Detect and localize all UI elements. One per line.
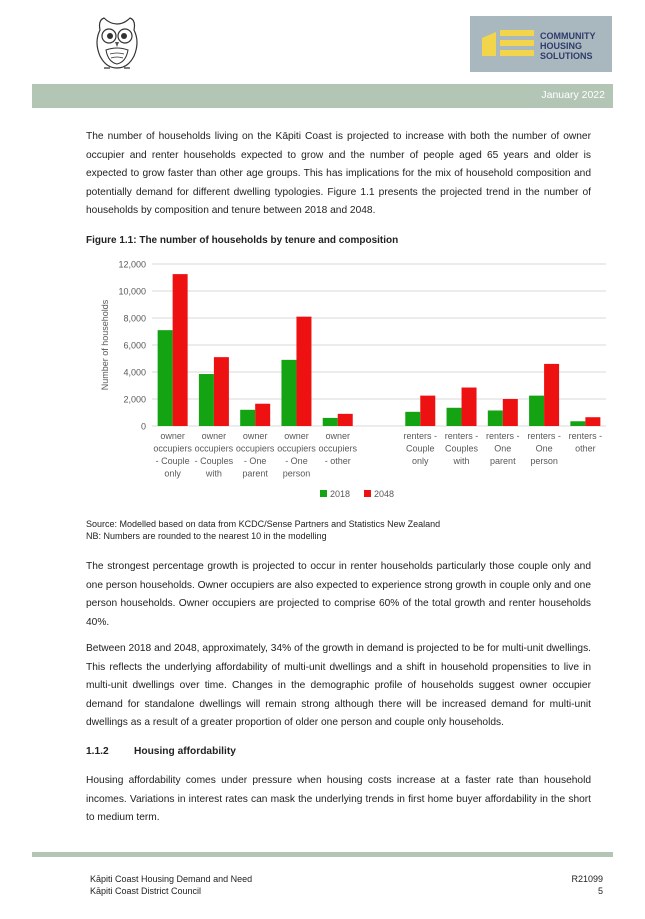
section-heading bbox=[86, 746, 236, 757]
intro-paragraph: The number of households living on the Kāpiti Coast is projected to increase with both the number of owner occupier and renter households expected to grow and the number of people aged 65 years and older is expected to grow faster than other age groups. This has implications for the mix of household composition and potentially demand for different dwelling typologies. Figure 1.1 presents the projected trend in the number of households by composition and tenure between 2018 and 2048. bbox=[86, 131, 591, 216]
y-axis-label: Number of households bbox=[100, 299, 110, 391]
footer-page: 5 bbox=[597, 886, 603, 896]
x-tick-label: renters - bbox=[486, 431, 520, 441]
legend-swatch-2018 bbox=[320, 490, 327, 497]
x-tick-label: occupiers bbox=[277, 443, 316, 454]
x-tick-label: occupiers bbox=[194, 443, 234, 454]
bar-chart bbox=[86, 254, 616, 514]
bar-2048 bbox=[585, 417, 600, 426]
bar-2048 bbox=[296, 317, 311, 426]
bar-2018 bbox=[323, 418, 338, 426]
x-tick-label: occupiers bbox=[153, 443, 192, 454]
x-tick-label: person bbox=[282, 468, 311, 479]
y-tick-label: 8,000 bbox=[123, 313, 146, 324]
bar-2018 bbox=[570, 421, 585, 426]
x-tick-label: renters - bbox=[403, 431, 438, 441]
bar-2018 bbox=[488, 410, 503, 426]
y-tick-label: 12,000 bbox=[118, 259, 146, 270]
logo-word-2: HOUSING bbox=[540, 41, 583, 51]
x-tick-label: owner bbox=[242, 431, 268, 441]
legend-label: 2018 bbox=[330, 489, 351, 499]
x-tick-label: only bbox=[412, 456, 429, 466]
footer-ref: R21099 bbox=[571, 874, 603, 884]
y-tick-label: 4,000 bbox=[123, 367, 146, 378]
x-tick-label: only bbox=[164, 468, 181, 479]
logo-word-3: SOLUTIONS bbox=[540, 51, 593, 61]
bar-2048 bbox=[544, 364, 559, 426]
bar-2018 bbox=[447, 408, 462, 426]
source-note: Source: Modelled based on data from KCDC/Sense Partners and Statistics New Zealand bbox=[86, 519, 441, 529]
bar-2018 bbox=[529, 396, 544, 426]
bar-2048 bbox=[173, 274, 188, 426]
legend-label: 2048 bbox=[374, 489, 395, 499]
x-tick-label: - One bbox=[243, 456, 267, 466]
header-date: January 2022 bbox=[541, 89, 605, 101]
x-tick-label: owner bbox=[201, 431, 227, 441]
y-tick-label: 0 bbox=[140, 421, 146, 432]
bar-2048 bbox=[255, 404, 270, 426]
x-tick-label: occupiers bbox=[235, 443, 275, 454]
x-tick-label: - other bbox=[324, 456, 351, 466]
legend-swatch-2048 bbox=[364, 490, 371, 497]
x-tick-label: owner bbox=[284, 431, 309, 441]
figure-title: Figure 1.1: The number of households by tenure and composition bbox=[86, 235, 399, 246]
x-tick-label: owner bbox=[325, 431, 350, 441]
section-number: 1.1.2 bbox=[86, 746, 109, 757]
bar-2048 bbox=[503, 399, 518, 426]
x-tick-label: other bbox=[575, 443, 596, 454]
x-tick-label: - One bbox=[285, 456, 308, 466]
y-tick-label: 6,000 bbox=[123, 340, 146, 351]
y-tick-label: 10,000 bbox=[118, 286, 146, 297]
x-tick-label: One bbox=[535, 443, 553, 454]
bar-2018 bbox=[158, 330, 173, 426]
bar-2048 bbox=[338, 414, 353, 426]
bar-2018 bbox=[240, 410, 255, 426]
owl-logo bbox=[92, 16, 142, 72]
x-tick-label: with bbox=[453, 456, 470, 466]
x-tick-label: renters - bbox=[527, 431, 561, 441]
bar-2018 bbox=[405, 412, 420, 426]
x-tick-label: renters - bbox=[568, 431, 603, 441]
bar-2018 bbox=[199, 374, 214, 426]
bar-2048 bbox=[214, 357, 229, 426]
footer-council: Kāpiti Coast District Council bbox=[90, 886, 202, 896]
community-housing-solutions-logo bbox=[470, 16, 612, 72]
bar-2018 bbox=[281, 360, 296, 426]
x-tick-label: - Couple bbox=[155, 456, 190, 466]
footer-rule bbox=[32, 852, 613, 857]
paragraph-growth: The strongest percentage growth is projected to occur in renter households particularly those couple only and one person households. Owner occupiers are also expected to experience strong growth in couple only and one person households. Owner occupiers are projected to comprise 60% of the total growth and renter households 40%. bbox=[86, 561, 591, 628]
y-tick-label: 2,000 bbox=[123, 394, 146, 405]
bar-2048 bbox=[420, 396, 435, 426]
x-tick-label: renters - bbox=[444, 431, 479, 441]
paragraph-affordability: Housing affordability comes under pressure when housing costs increase at a faster rate than household incomes. Variations in interest rates can mask the underlying trends in first home buyer affordability in the short to medium term. bbox=[86, 775, 591, 823]
x-tick-label: Couple bbox=[406, 443, 435, 454]
x-tick-label: person bbox=[530, 456, 558, 466]
header-band bbox=[32, 84, 613, 108]
x-tick-label: One bbox=[494, 443, 512, 454]
x-tick-label: - Couples bbox=[194, 456, 234, 466]
x-tick-label: Couples bbox=[445, 443, 479, 454]
footer-doc-title: Kāpiti Coast Housing Demand and Need bbox=[90, 874, 253, 884]
x-tick-label: parent bbox=[490, 456, 516, 466]
logo-word-1: COMMUNITY bbox=[540, 31, 596, 41]
x-tick-label: occupiers bbox=[318, 443, 357, 454]
x-tick-label: with bbox=[205, 468, 222, 479]
nb-note: NB: Numbers are rounded to the nearest 10 in the modelling bbox=[86, 531, 327, 541]
section-title: Housing affordability bbox=[134, 746, 236, 757]
paragraph-multi-unit: Between 2018 and 2048, approximately, 34% of the growth in demand is projected to be for multi-unit dwellings. This reflects the underlying affordability of multi-unit dwellings and a shift in household propensities to live in multi-unit dwellings over time. Changes in the demographic profile of households suggest owner occupier demand for standalone dwellings will remain strong although there will be increased demand for multi-unit dwellings as a result of a greater proportion of older one person and couple only households. bbox=[86, 643, 591, 728]
x-tick-label: owner bbox=[160, 431, 185, 441]
x-tick-label: parent bbox=[242, 468, 268, 479]
bar-2048 bbox=[462, 388, 477, 426]
